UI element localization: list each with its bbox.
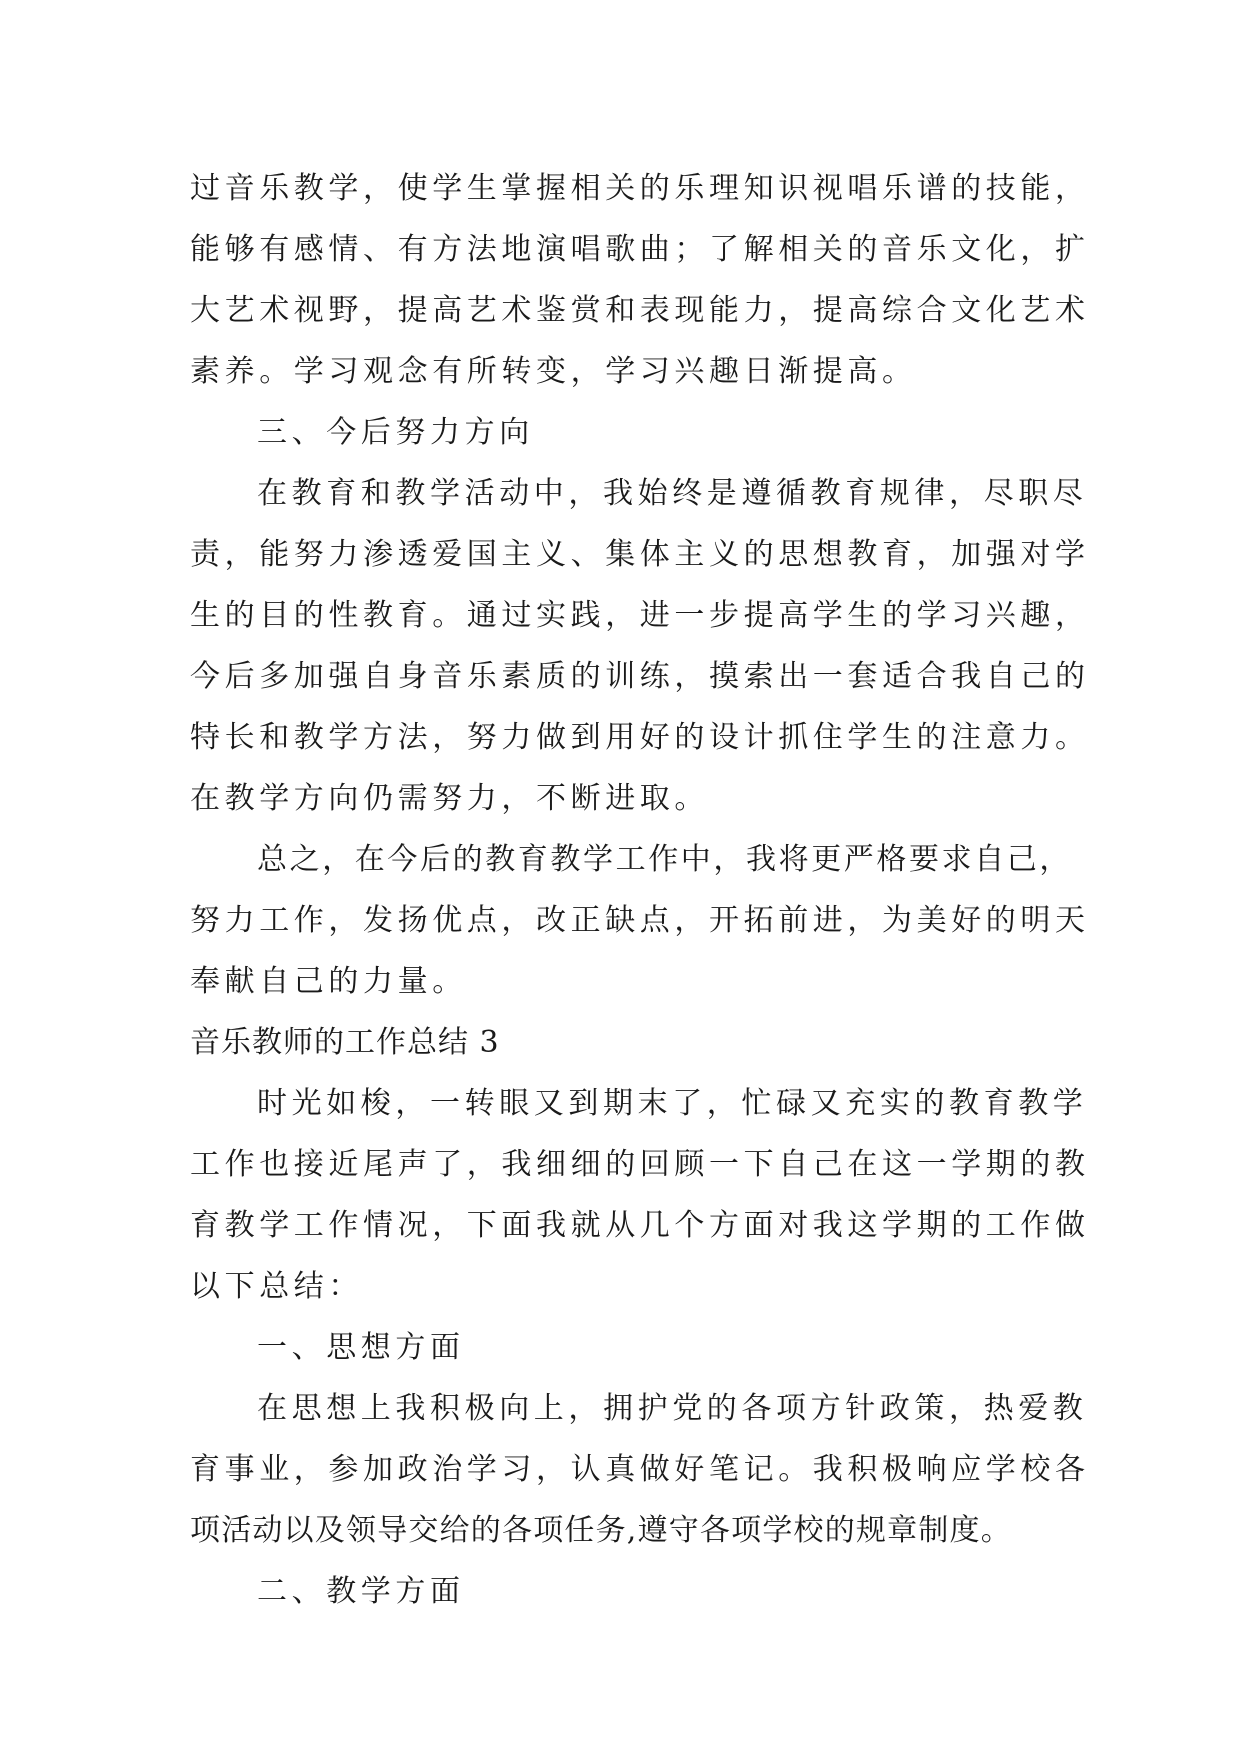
body-line: 大艺术视野，提高艺术鉴赏和表现能力，提高综合文化艺术 (190, 293, 1090, 328)
section-heading: 一、思想方面 (257, 1330, 465, 1365)
body-line: 在教育和教学活动中，我始终是遵循教育规律，尽职尽 (257, 476, 1088, 511)
body-line: 在思想上我积极向上，拥护党的各项方针政策，热爱教 (257, 1391, 1088, 1426)
body-line: 时光如梭，一转眼又到期末了，忙碌又充实的教育教学 (257, 1086, 1088, 1121)
document-body (190, 158, 1090, 1622)
document-title: 音乐教师的工作总结 3 (190, 1025, 500, 1060)
section-heading: 三、今后努力方向 (257, 415, 534, 450)
body-line: 今后多加强自身音乐素质的训练，摸索出一套适合我自己的 (190, 659, 1090, 694)
body-line: 过音乐教学，使学生掌握相关的乐理知识视唱乐谱的技能， (190, 171, 1090, 206)
body-line: 育事业，参加政治学习，认真做好笔记。我积极响应学校各 (190, 1452, 1090, 1487)
body-line: 在教学方向仍需努力，不断进取。 (190, 781, 709, 816)
body-line: 奉献自己的力量。 (190, 964, 467, 999)
body-line: 项活动以及领导交给的各项任务,遵守各项学校的规章制度。 (190, 1513, 1012, 1548)
body-line: 育教学工作情况，下面我就从几个方面对我这学期的工作做 (190, 1208, 1090, 1243)
body-line: 总之，在今后的教育教学工作中，我将更严格要求自己， (257, 842, 1072, 877)
body-line: 生的目的性教育。通过实践，进一步提高学生的学习兴趣， (190, 598, 1090, 633)
body-line: 以下总结： (190, 1269, 363, 1304)
body-line: 工作也接近尾声了，我细细的回顾一下自己在这一学期的教 (190, 1147, 1090, 1182)
body-line: 努力工作，发扬优点，改正缺点，开拓前进，为美好的明天 (190, 903, 1090, 938)
body-line: 能够有感情、有方法地演唱歌曲；了解相关的音乐文化，扩 (190, 232, 1090, 267)
body-line: 特长和教学方法，努力做到用好的设计抓住学生的注意力。 (190, 720, 1090, 755)
section-heading: 二、教学方面 (257, 1574, 465, 1609)
body-line: 责，能努力渗透爱国主义、集体主义的思想教育，加强对学 (190, 537, 1090, 572)
body-line: 素养。学习观念有所转变，学习兴趣日渐提高。 (190, 354, 917, 389)
